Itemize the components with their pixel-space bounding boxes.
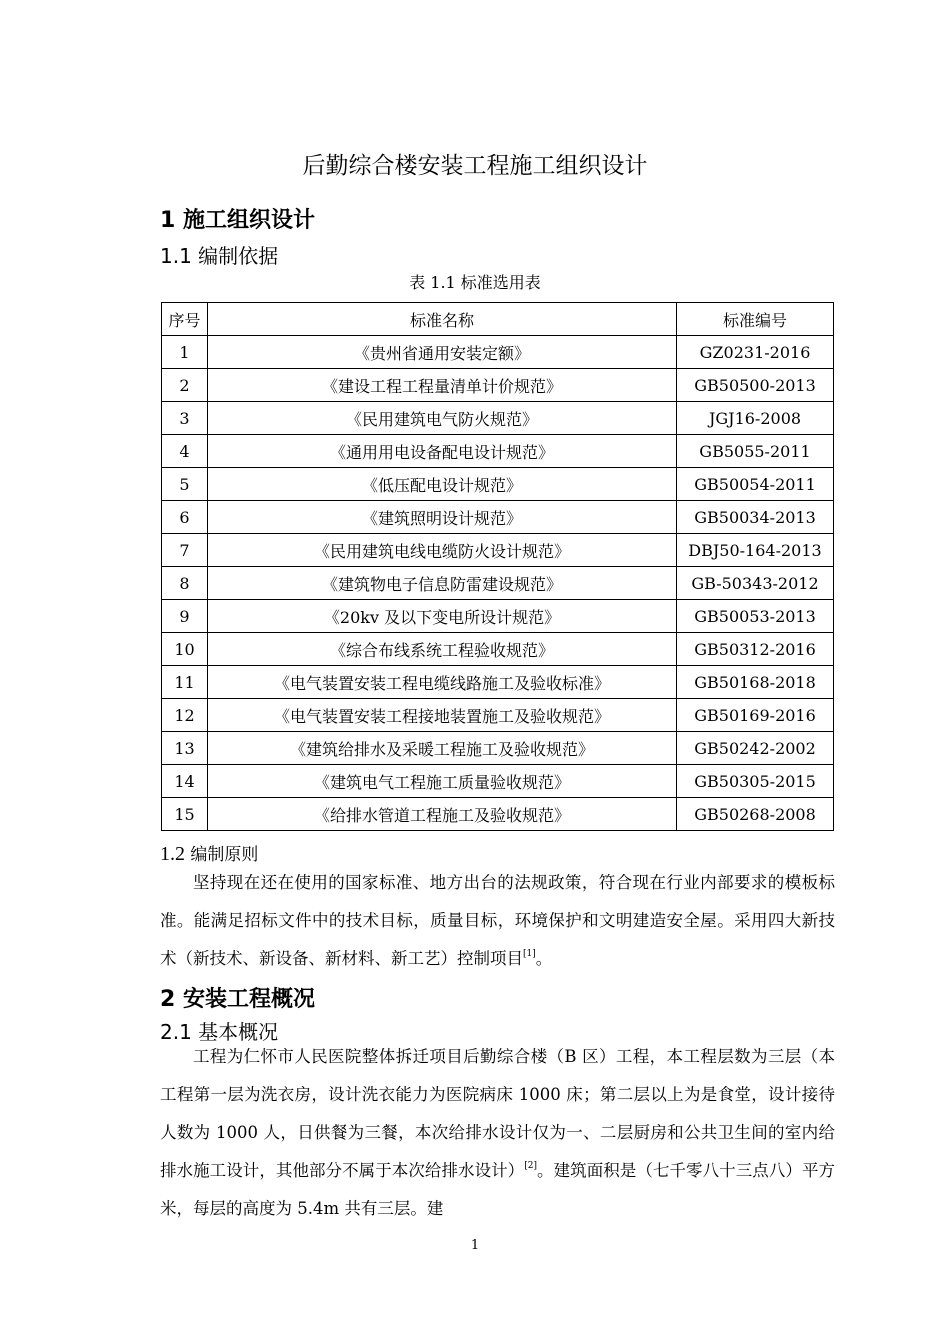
table-row xyxy=(162,699,834,732)
row-standard-name: 《建设工程工程量清单计价规范》 xyxy=(208,369,677,402)
table-row xyxy=(162,402,834,435)
table-header-row xyxy=(162,303,834,336)
row-standard-code: JGJ16-2008 xyxy=(677,402,834,435)
row-standard-code: GB50054-2011 xyxy=(677,468,834,501)
row-index: 9 xyxy=(162,600,208,633)
row-standard-code: GB50500-2013 xyxy=(677,369,834,402)
page-number: 1 xyxy=(470,1238,480,1253)
row-standard-name: 《贵州省通用安装定额》 xyxy=(208,336,677,369)
row-standard-code: GB50168-2018 xyxy=(677,666,834,699)
row-index: 3 xyxy=(162,402,208,435)
row-standard-code: GB50053-2013 xyxy=(677,600,834,633)
table-row xyxy=(162,501,834,534)
table-row xyxy=(162,732,834,765)
row-index: 4 xyxy=(162,435,208,468)
table-row xyxy=(162,600,834,633)
row-index: 14 xyxy=(162,765,208,798)
row-index: 11 xyxy=(162,666,208,699)
table-row xyxy=(162,336,834,369)
row-standard-code: GZ0231-2016 xyxy=(677,336,834,369)
section-2-heading: 2 安装工程概况 xyxy=(160,987,315,1012)
row-index: 7 xyxy=(162,534,208,567)
table-row xyxy=(162,567,834,600)
table-row xyxy=(162,534,834,567)
row-standard-name: 《20kv 及以下变电所设计规范》 xyxy=(208,600,677,633)
row-index: 12 xyxy=(162,699,208,732)
row-index: 10 xyxy=(162,633,208,666)
table-row xyxy=(162,435,834,468)
row-index: 1 xyxy=(162,336,208,369)
row-index: 15 xyxy=(162,798,208,831)
row-standard-name: 《建筑电气工程施工质量验收规范》 xyxy=(208,765,677,798)
row-standard-code: GB50034-2013 xyxy=(677,501,834,534)
section-1-2-label: 编制原则 xyxy=(190,845,259,865)
section-2-1-body-part2: 。建筑面积是（七千零八十三点八）平方米，每层的高度为 5.4m 共有三层。建 xyxy=(160,1161,836,1218)
row-standard-name: 《电气装置安装工程电缆线路施工及验收标准》 xyxy=(208,666,677,699)
row-standard-code: GB5055-2011 xyxy=(677,435,834,468)
row-standard-name: 《建筑给排水及采暖工程施工及验收规范》 xyxy=(208,732,677,765)
document-title: 后勤综合楼安装工程施工组织设计 xyxy=(302,153,648,179)
row-standard-name: 《通用用电设备配电设计规范》 xyxy=(208,435,677,468)
row-standard-code: DBJ50-164-2013 xyxy=(677,534,834,567)
section-2-1-heading: 2.1 基本概况 xyxy=(160,1020,279,1044)
row-standard-name: 《低压配电设计规范》 xyxy=(208,468,677,501)
row-standard-code: GB50268-2008 xyxy=(677,798,834,831)
row-index: 5 xyxy=(162,468,208,501)
row-standard-name: 《建筑物电子信息防雷建设规范》 xyxy=(208,567,677,600)
section-1-2-tail: 。 xyxy=(535,949,553,968)
table-row xyxy=(162,468,834,501)
row-standard-code: GB50305-2015 xyxy=(677,765,834,798)
table-row xyxy=(162,633,834,666)
section-1-1-heading: 1.1 编制依据 xyxy=(160,244,279,268)
table-caption: 表 1.1 标准选用表 xyxy=(409,273,541,292)
row-standard-code: GB50242-2002 xyxy=(677,732,834,765)
row-standard-name: 《给排水管道工程施工及验收规范》 xyxy=(208,798,677,831)
table-row xyxy=(162,765,834,798)
row-index: 13 xyxy=(162,732,208,765)
row-standard-name: 《民用建筑电线电缆防火设计规范》 xyxy=(208,534,677,567)
row-standard-code: GB50312-2016 xyxy=(677,633,834,666)
section-1-heading: 1 施工组织设计 xyxy=(160,208,315,233)
citation-1: [1] xyxy=(523,949,536,959)
section-1-2-heading xyxy=(160,840,258,866)
row-standard-name: 《建筑照明设计规范》 xyxy=(208,501,677,534)
citation-2: [2] xyxy=(524,1161,537,1171)
section-1-2-paragraph xyxy=(160,864,835,978)
table-row xyxy=(162,666,834,699)
header-standard-name: 标准名称 xyxy=(208,303,677,336)
row-index: 6 xyxy=(162,501,208,534)
section-1-2-number: 1.2 xyxy=(160,843,185,865)
header-standard-code: 标准编号 xyxy=(677,303,834,336)
row-standard-code: GB50169-2016 xyxy=(677,699,834,732)
row-standard-name: 《民用建筑电气防火规范》 xyxy=(208,402,677,435)
row-index: 8 xyxy=(162,567,208,600)
section-2-1-paragraph xyxy=(160,1038,835,1228)
row-standard-name: 《电气装置安装工程接地装置施工及验收规范》 xyxy=(208,699,677,732)
standards-table xyxy=(161,302,834,831)
row-standard-code: GB-50343-2012 xyxy=(677,567,834,600)
table-body xyxy=(162,336,834,831)
row-index: 2 xyxy=(162,369,208,402)
section-1-2-body: 坚持现在还在使用的国家标准、地方出台的法规政策，符合现在行业内部要求的模板标准。能满足招标文件中的技术目标，质量目标，环境保护和文明建造安全屋。采用四大新技术（新技术、新设备、新材料、新工艺）控制项目 xyxy=(160,873,835,968)
row-standard-name: 《综合布线系统工程验收规范》 xyxy=(208,633,677,666)
table-row xyxy=(162,369,834,402)
section-2-1-body-part1: 工程为仁怀市人民医院整体拆迁项目后勤综合楼（B 区）工程，本工程层数为三层（本工程第一层为洗衣房，设计洗衣能力为医院病床 1000 床；第二层以上为是食堂，设计接待人数为 1000 人，日供餐为三餐，本次给排水设计仅为一、二层厨房和公共卫生间的室内给排水施工设计，其他部分不属于本次给排水设计） xyxy=(160,1047,835,1180)
header-index: 序号 xyxy=(162,303,208,336)
table-row xyxy=(162,798,834,831)
